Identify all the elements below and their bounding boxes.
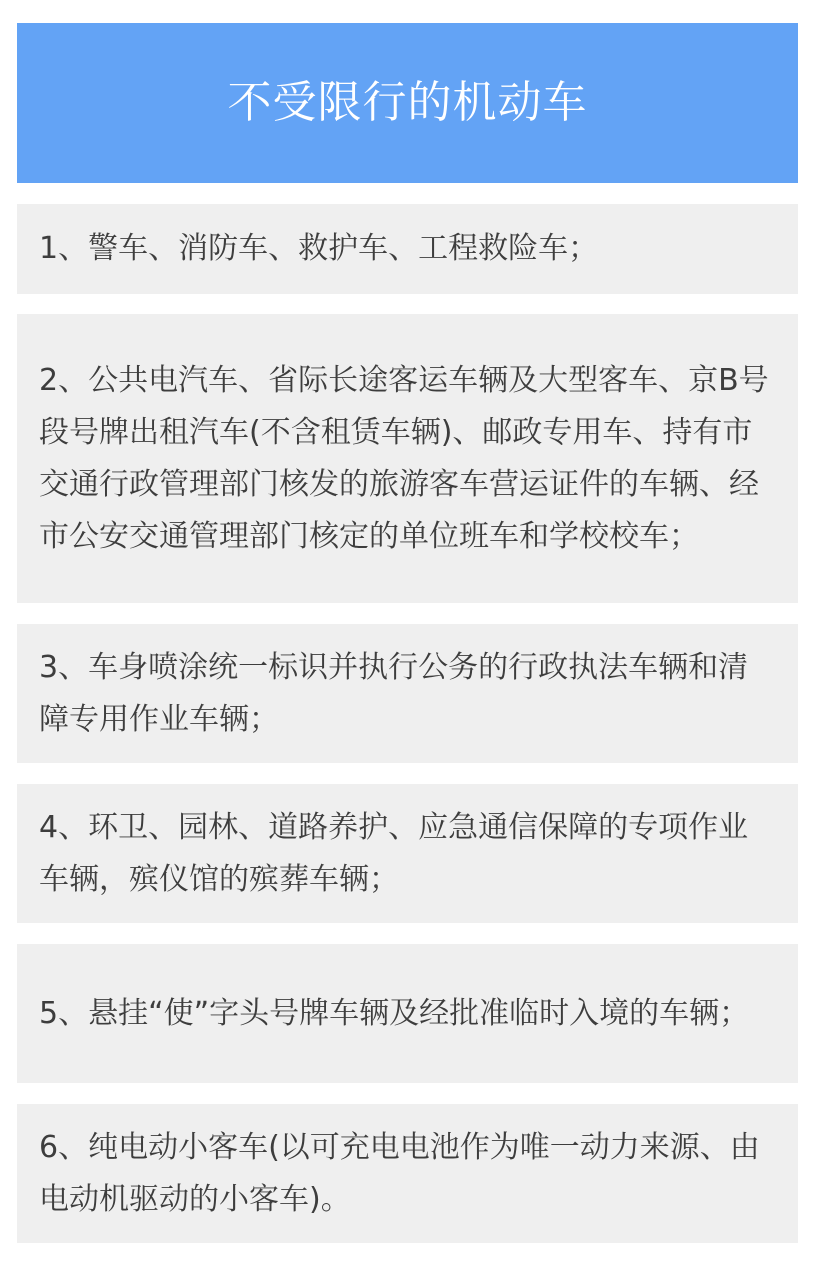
list-item-text: 4、环卫、园林、道路养护、应急通信保障的专项作业车辆，殡仪馆的殡葬车辆； [39, 809, 749, 897]
page-title: 不受限行的机动车 [227, 77, 588, 128]
page-header [17, 23, 798, 183]
list-item-6 [17, 1104, 798, 1243]
list-item-3 [17, 624, 798, 763]
list-item-text: 1、警车、消防车、救护车、工程救险车； [39, 231, 599, 266]
list-item-4 [17, 784, 798, 923]
list-item-2 [17, 314, 798, 603]
list-item-text: 6、纯电动小客车(以可充电电池作为唯一动力来源、由电动机驱动的小客车)。 [39, 1129, 760, 1217]
list-item-5 [17, 944, 798, 1083]
list-item-text: 2、公共电汽车、省际长途客运车辆及大型客车、京B号段号牌出租汽车(不含租赁车辆)、邮政专用车、持有市交通行政管理部门核发的旅游客车营运证件的车辆、经市公安交通管理部门核定的单位班车和学校校车； [39, 362, 769, 554]
list-item-text: 3、车身喷涂统一标识并执行公务的行政执法车辆和清障专用作业车辆； [39, 649, 749, 737]
list-item-text: 5、悬挂“使”字头号牌车辆及经批准临时入境的车辆； [39, 995, 750, 1031]
list-item-1 [17, 204, 798, 294]
